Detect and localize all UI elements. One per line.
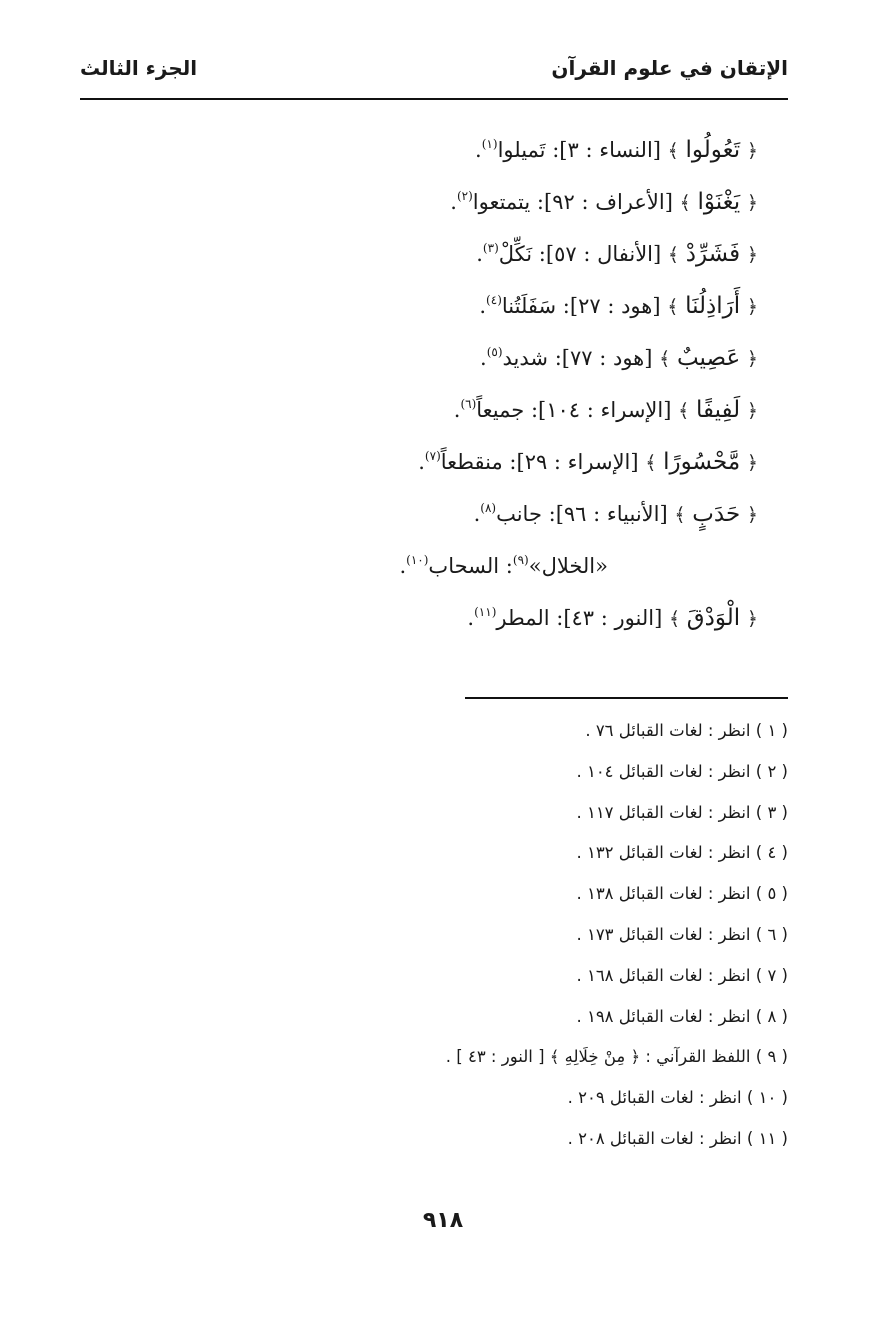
ornament-close-icon: ﴾ [668, 608, 681, 630]
list-item: ﴿ يَغْنَوْا ﴾ [الأعراف : ٩٢]: يتمتعوا$^{(٢)}$. [450, 189, 758, 215]
footnote-marker: (١٠) [406, 553, 429, 567]
list-item: ﴿ مَّحْسُورًا ﴾ [الإسراء : ٢٩]: منقطعاً$^{(٧)}$. [418, 449, 758, 475]
verse-reference: [الإسراء : ١٠٤] [538, 398, 672, 422]
quran-word: يَغْنَوْا [697, 189, 741, 215]
word-meaning: المطر [496, 606, 550, 630]
ornament-close-icon: ﴾ [678, 400, 690, 422]
word-meaning: منقطعاً [440, 450, 503, 474]
footnote: ( ٥ ) انظر : لغات القبائل ١٣٨ . [576, 884, 788, 904]
footnote-marker: (٩) [512, 553, 529, 567]
page-header [80, 52, 788, 100]
footnote: ( ١ ) انظر : لغات القبائل ٧٦ . [585, 721, 788, 740]
ornament-open-icon: ﴿ [746, 140, 758, 162]
quran-word: حَدَبٍ [692, 501, 741, 527]
list-item: «الخلال»$^{(٩)}$: السحاب$^{(١٠)}$. [399, 553, 608, 578]
footnote: ( ٩ ) اللفظ القرآني : ﴿ مِنْ خِلَالِهِ ﴾ [ النور : ٤٣ ] . [445, 1047, 788, 1067]
quran-word: لَفِيفًا [695, 397, 741, 423]
verse-reference: [هود : ٢٧] [569, 294, 661, 318]
word-meaning: يتمتعوا [472, 190, 531, 214]
ornament-close-icon: ﴾ [645, 452, 657, 474]
list-item: ﴿ لَفِيفًا ﴾ [الإسراء : ١٠٤]: جميعاً$^{(٦)}$. [453, 397, 758, 423]
ornament-open-icon: ﴿ [746, 400, 758, 422]
footnote-marker: (٦) [460, 397, 477, 411]
footnote: ( ٨ ) انظر : لغات القبائل ١٩٨ . [576, 1006, 788, 1026]
verse-reference: [النساء : ٣] [559, 138, 661, 162]
footnote: ( ١٠ ) انظر : لغات القبائل ٢٠٩ . [567, 1088, 788, 1108]
list-item: ﴿ تَعُولُوا ﴾ [النساء : ٣]: تَميلوا$^{(١)}$. [475, 137, 758, 163]
quran-word: عَصِيبٌ [676, 345, 741, 371]
list-item: ﴿ حَدَبٍ ﴾ [الأنبياء : ٩٦]: جانب$^{(٨)}$. [473, 501, 758, 527]
word-meaning: شديد [502, 346, 549, 370]
word-meaning: نَكِّلْ [498, 242, 533, 266]
verse-reference: [الإسراء : ٢٩] [516, 450, 639, 474]
ornament-open-icon: ﴿ [746, 192, 758, 214]
ornament-open-icon: ﴿ [746, 348, 758, 370]
footnote: ( ١١ ) انظر : لغات القبائل ٢٠٨ . [567, 1128, 788, 1148]
footnote: ( ٦ ) انظر : لغات القبائل ١٧٣ . [576, 924, 788, 944]
quran-word: تَعُولُوا [685, 137, 741, 163]
list-item: ﴿ أَرَاذِلُنَا ﴾ [هود : ٢٧]: سَفَلَتُنا$^{(٤)}$. [479, 293, 758, 319]
footnote-marker: (٥) [486, 345, 503, 359]
part-label: الجزء الثالث [80, 56, 198, 80]
verse-reference: [الأنفال : ٥٧] [545, 242, 662, 266]
word-meaning: جانب [496, 502, 542, 526]
word-meaning: سَفَلَتُنا [501, 294, 557, 318]
verse-reference: [هود : ٧٧] [561, 346, 653, 370]
quoted-word: «الخلال» [528, 554, 608, 578]
quran-word: مَّحْسُورًا [663, 449, 741, 475]
footnote-marker: (٢) [456, 189, 473, 203]
list-item: ﴿ عَصِيبٌ ﴾ [هود : ٧٧]: شديد$^{(٥)}$. [480, 345, 758, 371]
ornament-close-icon: ﴾ [667, 140, 679, 162]
footnote-divider [465, 697, 788, 699]
footnote-marker: (٨) [480, 501, 497, 515]
ornament-close-icon: ﴾ [674, 504, 686, 526]
list-item: ﴿ الْوَدْقَ ﴾ [النور : ٤٣]: المطر$^{(١١)}$. [467, 605, 758, 631]
footnote: ( ٤ ) انظر : لغات القبائل ١٣٢ . [576, 843, 788, 863]
footnote-marker: (٣) [482, 241, 499, 255]
verse-reference: [النور : ٤٣] [563, 606, 663, 630]
quran-word: أَرَاذِلُنَا [685, 293, 741, 319]
verse-reference: [الأنبياء : ٩٦] [555, 502, 668, 526]
ornament-open-icon: ﴿ [746, 244, 758, 266]
ornament-open-icon: ﴿ [746, 504, 758, 526]
verse-reference: [الأعراف : ٩٢] [544, 190, 673, 214]
word-list [238, 128, 758, 648]
ornament-open-icon: ﴿ [746, 296, 758, 318]
ornament-close-icon: ﴾ [679, 192, 691, 214]
ornament-close-icon: ﴾ [667, 244, 680, 266]
footnote: ( ٧ ) انظر : لغات القبائل ١٦٨ . [576, 965, 788, 985]
footnote-marker: (١١) [474, 605, 497, 619]
footnotes [288, 716, 788, 1165]
ornament-open-icon: ﴿ [746, 452, 758, 474]
ornament-close-icon: ﴾ [667, 296, 679, 318]
quran-word: الْوَدْقَ [686, 605, 741, 631]
footnote-marker: (٤) [486, 293, 502, 307]
word-meaning: تَميلوا [497, 138, 546, 162]
footnote: ( ٣ ) انظر : لغات القبائل ١١٧ . [576, 802, 788, 822]
ornament-close-icon: ﴾ [659, 348, 671, 370]
quran-word: فَشَرِّدْ [685, 241, 741, 267]
footnote-marker: (١) [481, 137, 498, 151]
page-number: ٩١٨ [422, 1208, 464, 1233]
book-title: الإتقان في علوم القرآن [551, 56, 788, 80]
word-meaning: جميعاً [476, 398, 525, 422]
footnote-marker: (٧) [424, 449, 441, 463]
list-item: ﴿ فَشَرِّدْ ﴾ [الأنفال : ٥٧]: نَكِّلْ$^{(٣)}$. [476, 241, 758, 267]
word-meaning: السحاب [428, 554, 500, 578]
footnote: ( ٢ ) انظر : لغات القبائل ١٠٤ . [576, 761, 788, 781]
ornament-open-icon: ﴿ [746, 608, 758, 630]
